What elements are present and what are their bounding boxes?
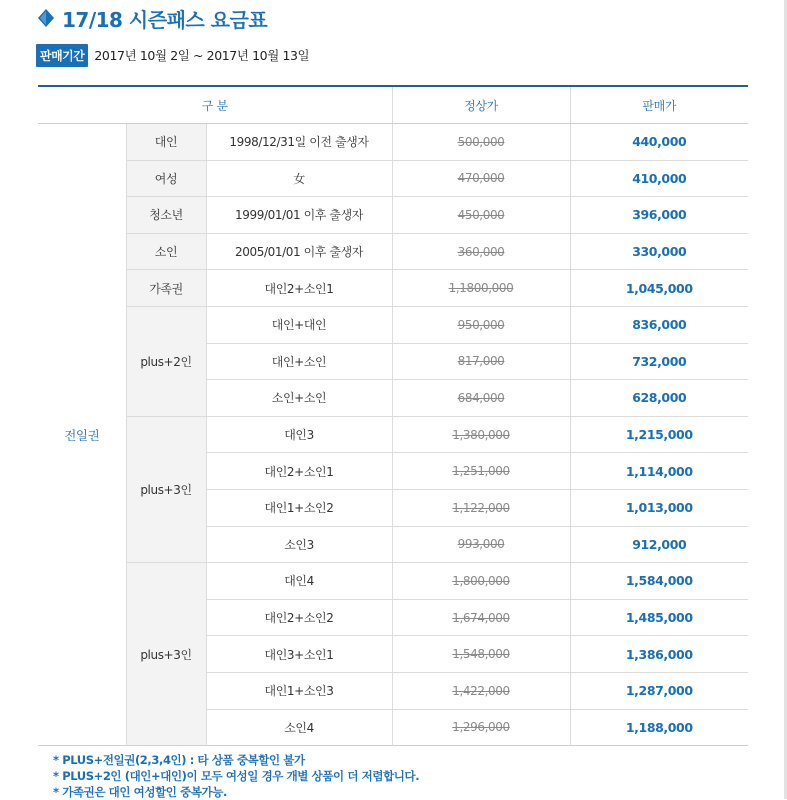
sale-period-badge: 판매기간 [36,44,88,67]
ticket-description: 대인1+소인3 [206,672,392,709]
sale-price: 1,287,000 [570,672,748,709]
sale-price: 330,000 [570,233,748,270]
table-row [38,416,748,453]
ticket-description: 대인2+소인1 [206,453,392,490]
sale-price: 836,000 [570,306,748,343]
table-row [38,233,748,270]
price-table [38,85,748,746]
sale-price: 1,045,000 [570,270,748,307]
sale-price: 1,386,000 [570,636,748,673]
footnote: * PLUS+전일권(2,3,4인) : 타 상품 중복할인 불가 [53,753,305,767]
regular-price: 1,251,000 [392,453,570,490]
ticket-description: 대인+대인 [206,306,392,343]
regular-price: 1,380,000 [392,416,570,453]
footnote: * PLUS+2인 (대인+대인)이 모두 여성일 경우 개별 상품이 더 저렴합니다. [53,769,420,783]
table-header-row [38,86,748,124]
table-row [38,563,748,600]
sale-price: 732,000 [570,343,748,380]
sale-price: 1,013,000 [570,489,748,526]
regular-price: 1,548,000 [392,636,570,673]
sub-category: plus+2인 [126,306,206,416]
regular-price: 684,000 [392,380,570,417]
footnotes [53,752,419,800]
ticket-description: 소인+소인 [206,380,392,417]
sub-category: 청소년 [126,197,206,234]
regular-price: 1,122,000 [392,489,570,526]
sub-category: 소인 [126,233,206,270]
regular-price: 1,1800,000 [392,270,570,307]
sale-price: 440,000 [570,124,748,161]
sale-price: 1,485,000 [570,599,748,636]
diamond-icon [36,8,56,28]
sale-price: 1,188,000 [570,709,748,746]
sale-price: 396,000 [570,197,748,234]
sub-category: 대인 [126,124,206,161]
sale-period [36,43,309,67]
regular-price: 500,000 [392,124,570,161]
ticket-description: 2005/01/01 이후 출생자 [206,233,392,270]
footnote: * 가족권은 대인 여성할인 중복가능. [53,785,227,799]
regular-price: 450,000 [392,197,570,234]
ticket-description: 대인+소인 [206,343,392,380]
ticket-description: 대인2+소인2 [206,599,392,636]
group-label: 전일권 [38,124,126,746]
table-row [38,197,748,234]
ticket-description: 소인3 [206,526,392,563]
ticket-description: 女 [206,160,392,197]
sale-period-dates: 2017년 10월 2일 ~ 2017년 10월 13일 [94,48,310,63]
sub-category: 가족권 [126,270,206,307]
regular-price: 817,000 [392,343,570,380]
regular-price: 360,000 [392,233,570,270]
table-row [38,270,748,307]
ticket-description: 대인3+소인1 [206,636,392,673]
sub-category: 여성 [126,160,206,197]
regular-price: 993,000 [392,526,570,563]
regular-price: 1,422,000 [392,672,570,709]
ticket-description: 대인3 [206,416,392,453]
regular-price: 1,674,000 [392,599,570,636]
sale-price: 912,000 [570,526,748,563]
ticket-description: 1999/01/01 이후 출생자 [206,197,392,234]
table-row [38,124,748,161]
regular-price: 470,000 [392,160,570,197]
sale-price: 628,000 [570,380,748,417]
ticket-description: 소인4 [206,709,392,746]
regular-price: 950,000 [392,306,570,343]
header-regular-price: 정상가 [392,86,570,124]
sale-price: 1,114,000 [570,453,748,490]
regular-price: 1,296,000 [392,709,570,746]
ticket-description: 대인4 [206,563,392,600]
title-row [36,5,267,31]
sale-price: 1,584,000 [570,563,748,600]
sale-price: 1,215,000 [570,416,748,453]
page-title: 17/18 시즌패스 요금표 [62,7,268,32]
sub-category: plus+3인 [126,416,206,562]
ticket-description: 대인2+소인1 [206,270,392,307]
ticket-description: 1998/12/31일 이전 출생자 [206,124,392,161]
header-category: 구 분 [38,86,392,124]
table-row [38,160,748,197]
sub-category: plus+3인 [126,563,206,746]
ticket-description: 대인1+소인2 [206,489,392,526]
sale-price: 410,000 [570,160,748,197]
table-row [38,306,748,343]
regular-price: 1,800,000 [392,563,570,600]
header-sale-price: 판매가 [570,86,748,124]
